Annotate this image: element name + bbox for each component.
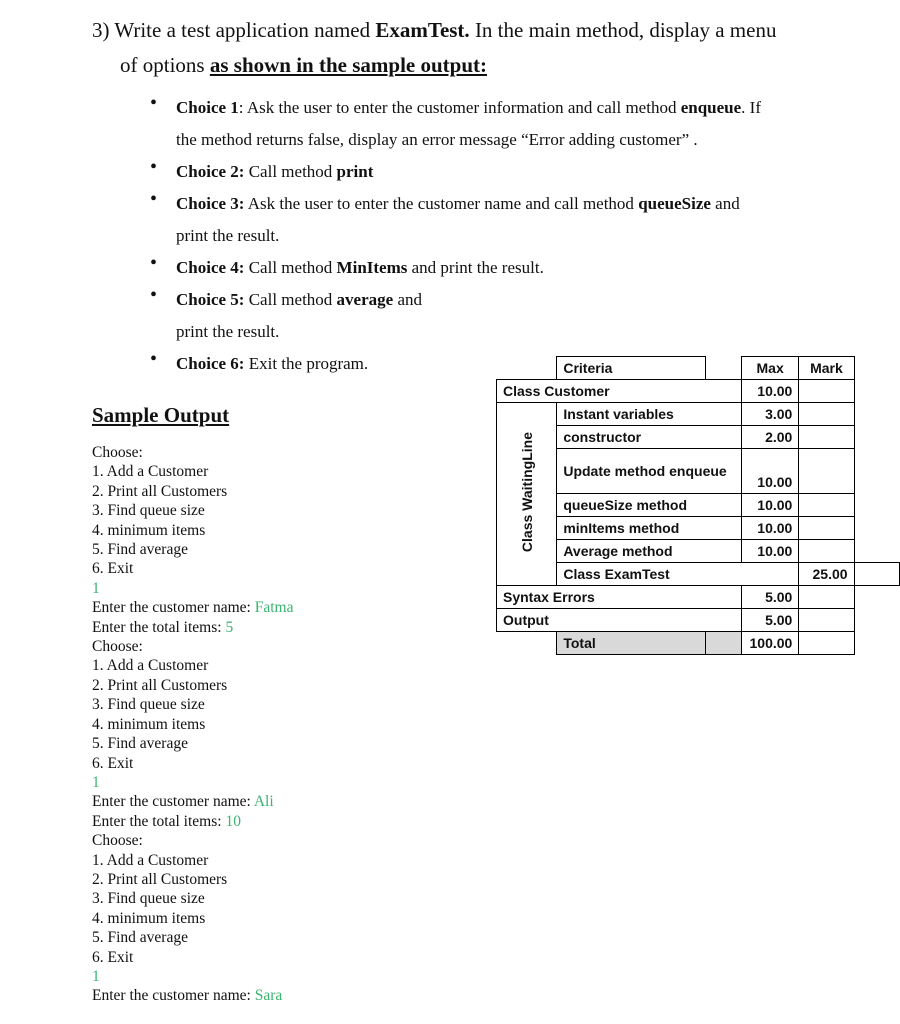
choice-1-label: Choice 1 <box>176 98 239 117</box>
name-prompt-line <box>92 986 293 1005</box>
name-prompt: Enter the customer name: <box>92 987 255 1005</box>
menu-item: 1. Add a Customer <box>92 851 209 869</box>
menu-item: 3. Find queue size <box>92 890 205 908</box>
user-choice-input: 1 <box>92 579 100 597</box>
menu-choose: Choose: <box>92 832 143 850</box>
rubric-row <box>497 494 900 517</box>
rubric-mark[interactable] <box>799 586 854 609</box>
question-heading <box>92 14 776 84</box>
choice-4-method: MinItems <box>336 258 408 277</box>
menu-item: 2. Print all Customers <box>92 676 228 694</box>
choice-2 <box>150 156 815 188</box>
choice-3-label: Choice 3: <box>176 194 245 213</box>
choice-3-method: queueSize <box>638 194 711 213</box>
question-number: 3) <box>92 18 110 42</box>
total-spacer <box>706 632 742 655</box>
choice-5-label: Choice 5: <box>176 290 245 309</box>
rubric-criteria: constructor <box>557 426 742 449</box>
choice-3-line2: print the result. <box>176 226 280 245</box>
rubric-row <box>497 517 900 540</box>
name-input: Sara <box>254 987 283 1005</box>
header-max: Max <box>741 357 798 380</box>
rubric-criteria: Class Customer <box>497 380 742 403</box>
choice-5-text2: and <box>393 290 422 309</box>
name-prompt: Enter the customer name: <box>92 793 254 811</box>
choice-1-text: Ask the user to enter the customer information and call method <box>246 98 681 117</box>
waitingline-group-cell <box>497 403 557 586</box>
name-prompt-line <box>92 792 293 811</box>
choice-5-text: Call method <box>244 290 337 309</box>
rubric-criteria: Average method <box>557 540 742 563</box>
choice-4-label: Choice 4: <box>176 258 245 277</box>
menu-choose: Choose: <box>92 638 143 656</box>
items-prompt-line <box>92 812 293 831</box>
choice-4 <box>150 252 815 284</box>
menu-item: 4. minimum items <box>92 521 206 539</box>
question-line2-underline: as shown in the sample output: <box>209 53 487 77</box>
choice-1-line2: the method returns false, display an error message “Error adding customer” . <box>176 130 698 149</box>
rubric-max: 5.00 <box>741 609 798 632</box>
menu-item: 6. Exit <box>92 754 134 772</box>
choice-2-method: print <box>336 162 374 181</box>
spacer-cell <box>706 357 742 380</box>
rubric-mark[interactable] <box>799 426 854 449</box>
items-prompt-line <box>92 618 293 637</box>
rubric-max: 10.00 <box>741 540 798 563</box>
rubric-total-row <box>497 632 900 655</box>
rubric-mark[interactable] <box>799 380 854 403</box>
sample-output-title: Sample Output <box>92 403 230 427</box>
choice-5-line2: print the result. <box>176 322 280 341</box>
menu-item: 3. Find queue size <box>92 696 205 714</box>
sample-output-console <box>92 443 293 1006</box>
menu-item: 5. Find average <box>92 541 188 559</box>
items-input: 5 <box>225 618 234 636</box>
menu-choose: Choose: <box>92 444 143 461</box>
choice-4-text2: and print the result. <box>407 258 544 277</box>
menu-item: 5. Find average <box>92 735 188 753</box>
choice-2-text: Call method <box>244 162 337 181</box>
name-input: Fatma <box>254 599 294 617</box>
menu-item: 1. Add a Customer <box>92 463 209 481</box>
name-input: Ali <box>253 793 274 811</box>
items-input: 10 <box>225 812 241 830</box>
rubric-row <box>497 540 900 563</box>
choice-5 <box>150 284 815 348</box>
user-choice-input: 1 <box>92 773 100 791</box>
rubric-mark[interactable] <box>799 403 854 426</box>
menu-item: 1. Add a Customer <box>92 657 209 675</box>
menu-item: 2. Print all Customers <box>92 870 228 888</box>
rubric-row <box>497 609 900 632</box>
rubric-row <box>497 449 900 494</box>
items-prompt: Enter the total items: <box>92 812 226 830</box>
header-criteria: Criteria <box>557 357 706 380</box>
question-line2-pre: of options <box>120 53 210 77</box>
menu-item: 3. Find queue size <box>92 502 205 520</box>
choice-3 <box>150 188 815 252</box>
rubric-max: 10.00 <box>741 494 798 517</box>
rubric-criteria: Output <box>497 609 742 632</box>
menu-item: 4. minimum items <box>92 715 206 733</box>
rubric-header-row <box>497 357 900 380</box>
empty-cell <box>497 357 557 380</box>
choice-3-text2: and <box>710 194 740 213</box>
rubric-max: 10.00 <box>741 517 798 540</box>
rubric-max: 5.00 <box>741 586 798 609</box>
rubric-criteria: Class ExamTest <box>557 563 799 586</box>
total-label: Total <box>557 632 706 655</box>
menu-item: 2. Print all Customers <box>92 482 228 500</box>
rubric-criteria: minItems method <box>557 517 742 540</box>
rubric-criteria: Syntax Errors <box>497 586 742 609</box>
rubric-criteria: queueSize method <box>557 494 742 517</box>
choice-5-method: average <box>336 290 394 309</box>
rubric-max: 10.00 <box>741 380 798 403</box>
rubric-mark[interactable] <box>854 563 899 586</box>
rubric-mark[interactable] <box>799 449 854 494</box>
total-max: 100.00 <box>741 632 798 655</box>
rubric-max: 25.00 <box>799 563 854 586</box>
waitingline-label: Class WaitingLine <box>518 432 535 553</box>
header-mark: Mark <box>799 357 854 380</box>
name-prompt-line <box>92 598 293 617</box>
rubric-row <box>497 586 900 609</box>
menu-item: 6. Exit <box>92 948 134 966</box>
rubric-table <box>496 356 900 655</box>
choice-1-method: enqueue <box>680 98 742 117</box>
rubric-criteria: Update method enqueue <box>557 449 742 494</box>
choice-1-text2: . If <box>741 98 761 117</box>
rubric-max: 10.00 <box>741 449 798 494</box>
rubric-mark[interactable] <box>799 609 854 632</box>
rubric-criteria: Instant variables <box>557 403 742 426</box>
choice-6-label: Choice 6: <box>176 354 245 373</box>
rubric-row <box>497 426 900 449</box>
choice-6-text: Exit the program. <box>244 354 369 373</box>
rubric-row <box>497 380 900 403</box>
choice-1 <box>150 92 815 156</box>
user-choice-input: 1 <box>92 967 100 985</box>
menu-item: 5. Find average <box>92 929 188 947</box>
name-prompt: Enter the customer name: <box>92 599 255 617</box>
rubric-mark[interactable] <box>799 517 854 540</box>
items-prompt: Enter the total items: <box>92 618 226 636</box>
choices-list <box>150 92 815 380</box>
question-line1-post: In the main method, display a menu <box>469 18 777 42</box>
rubric-row <box>497 563 900 586</box>
menu-item: 6. Exit <box>92 560 134 578</box>
total-mark[interactable] <box>799 632 854 655</box>
choice-1-sep: : <box>238 98 247 117</box>
rubric-mark[interactable] <box>799 540 854 563</box>
question-line1-pre: Write a test application named <box>114 18 376 42</box>
app-name: ExamTest. <box>375 18 470 42</box>
choice-4-text: Call method <box>244 258 337 277</box>
rubric-mark[interactable] <box>799 494 854 517</box>
rubric-max: 3.00 <box>741 403 798 426</box>
choice-2-label: Choice 2: <box>176 162 245 181</box>
rubric-row <box>497 403 900 426</box>
choice-3-text: Ask the user to enter the customer name and call method <box>244 194 639 213</box>
rubric-max: 2.00 <box>741 426 798 449</box>
empty-cell <box>497 632 557 655</box>
menu-item: 4. minimum items <box>92 909 206 927</box>
